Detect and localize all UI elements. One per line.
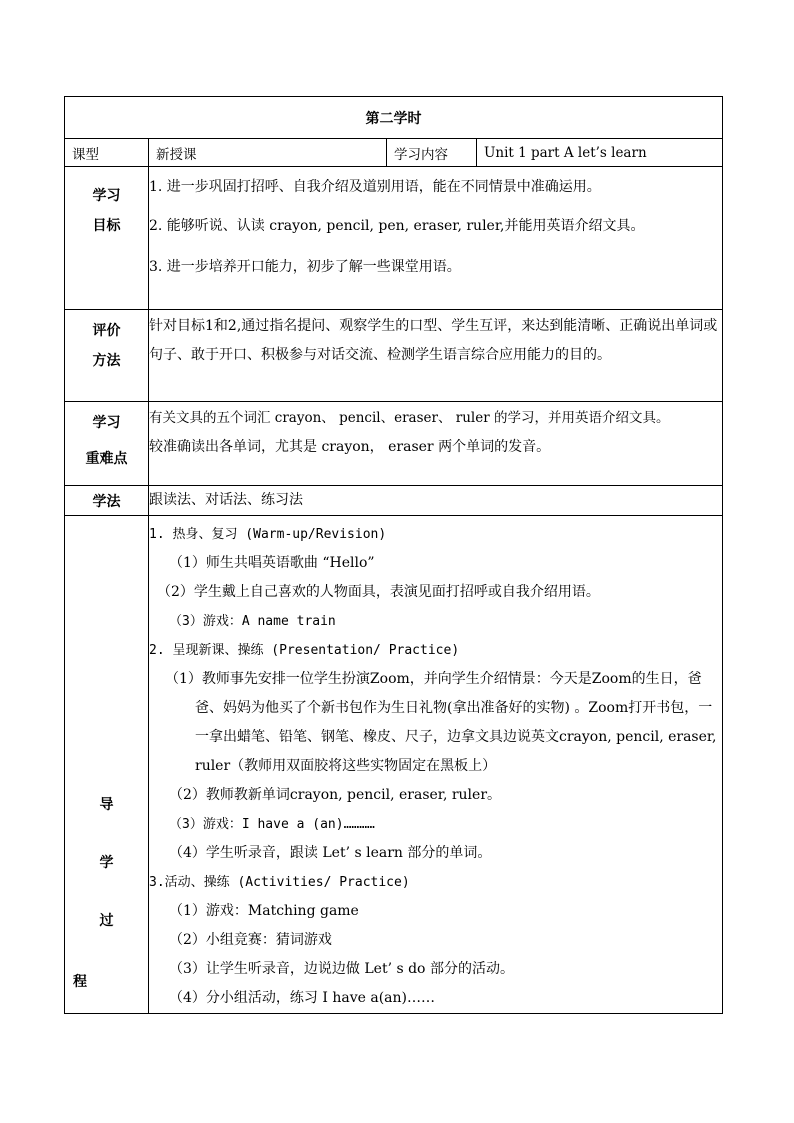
process-step: （1）师生共唱英语歌曲 “Hello”	[169, 555, 375, 571]
key-point-line: 较准确读出各单词，尤其是 crayon， eraser 两个单词的发音。	[149, 439, 551, 455]
goals-label: 学习 目标	[65, 167, 149, 310]
method-label: 学法	[65, 486, 149, 516]
process-step: （3）让学生听录音，边说边做 Let’ s do 部分的活动。	[169, 961, 514, 977]
goal-item: 3. 进一步培养开口能力，初步了解一些课堂用语。	[149, 259, 461, 275]
process-step: （2）小组竞赛：猜词游戏	[169, 932, 332, 948]
lesson-type-label: 课型	[65, 139, 149, 167]
key-point-line: 有关文具的五个词汇 crayon、 pencil、eraser、 ruler 的学习，并用英语介绍文具。	[149, 410, 670, 426]
process-step: （2）学生戴上自己喜欢的人物面具，表演见面打招呼或自我介绍用语。	[157, 584, 600, 600]
process-label: 导 学 过 程	[65, 516, 149, 1014]
evaluation-label: 评价 方法	[65, 310, 149, 402]
key-points-content	[149, 402, 723, 486]
content-value: Unit 1 part A let’s learn	[477, 139, 723, 167]
process-step: （4）学生听录音，跟读 Let’ s learn 部分的单词。	[169, 845, 492, 861]
key-points-label: 学习 重难点	[65, 402, 149, 486]
evaluation-content: 针对目标1和2,通过指名提问、观察学生的口型、学生互评，来达到能清晰、正确说出单词或句子、敢于开口、积极参与对话交流、检测学生语言综合应用能力的目的。	[149, 310, 723, 402]
goal-item: 1. 进一步巩固打招呼、自我介绍及道别用语，能在不同情景中准确运用。	[149, 179, 601, 195]
process-content	[149, 516, 723, 1014]
process-step: 1. 热身、复习 (Warm-up/Revision)	[149, 527, 387, 542]
process-step: （3）游戏：A name train	[169, 614, 336, 629]
lesson-plan-table	[64, 96, 723, 1014]
process-step: 3.活动、操练 (Activities/ Practice)	[149, 875, 410, 890]
process-step: （2）教师教新单词crayon, pencil, eraser, ruler。	[169, 787, 502, 803]
process-step: （1）游戏：Matching game	[169, 903, 359, 919]
process-step: （3）游戏：I have a (an)…………	[169, 817, 375, 832]
method-content: 跟读法、对话法、练习法	[149, 486, 723, 516]
lesson-type-value: 新授课	[149, 139, 387, 167]
goals-content	[149, 167, 723, 310]
lesson-title: 第二学时	[65, 97, 723, 139]
content-label: 学习内容	[387, 139, 477, 167]
goal-item: 2. 能够听说、认读 crayon, pencil, pen, eraser, ruler,并能用英语介绍文具。	[149, 218, 645, 234]
process-step: （1）教师事先安排一位学生扮演Zoom，并向学生介绍情景：今天是Zoom的生日，爸爸、妈妈为他买了个新书包作为生日礼物(拿出准备好的实物) 。Zoom打开书包，一一拿出蜡笔、铅笔、钢笔、橡皮、尺子，边拿文具边说英文crayon, pencil, eraser, ruler（教师用双面胶将这些实物固定在黑板上）	[165, 671, 717, 774]
process-step: 2. 呈现新课、操练 (Presentation/ Practice)	[149, 643, 460, 658]
process-step: （4）分小组活动，练习 I have a(an)……	[169, 990, 435, 1006]
